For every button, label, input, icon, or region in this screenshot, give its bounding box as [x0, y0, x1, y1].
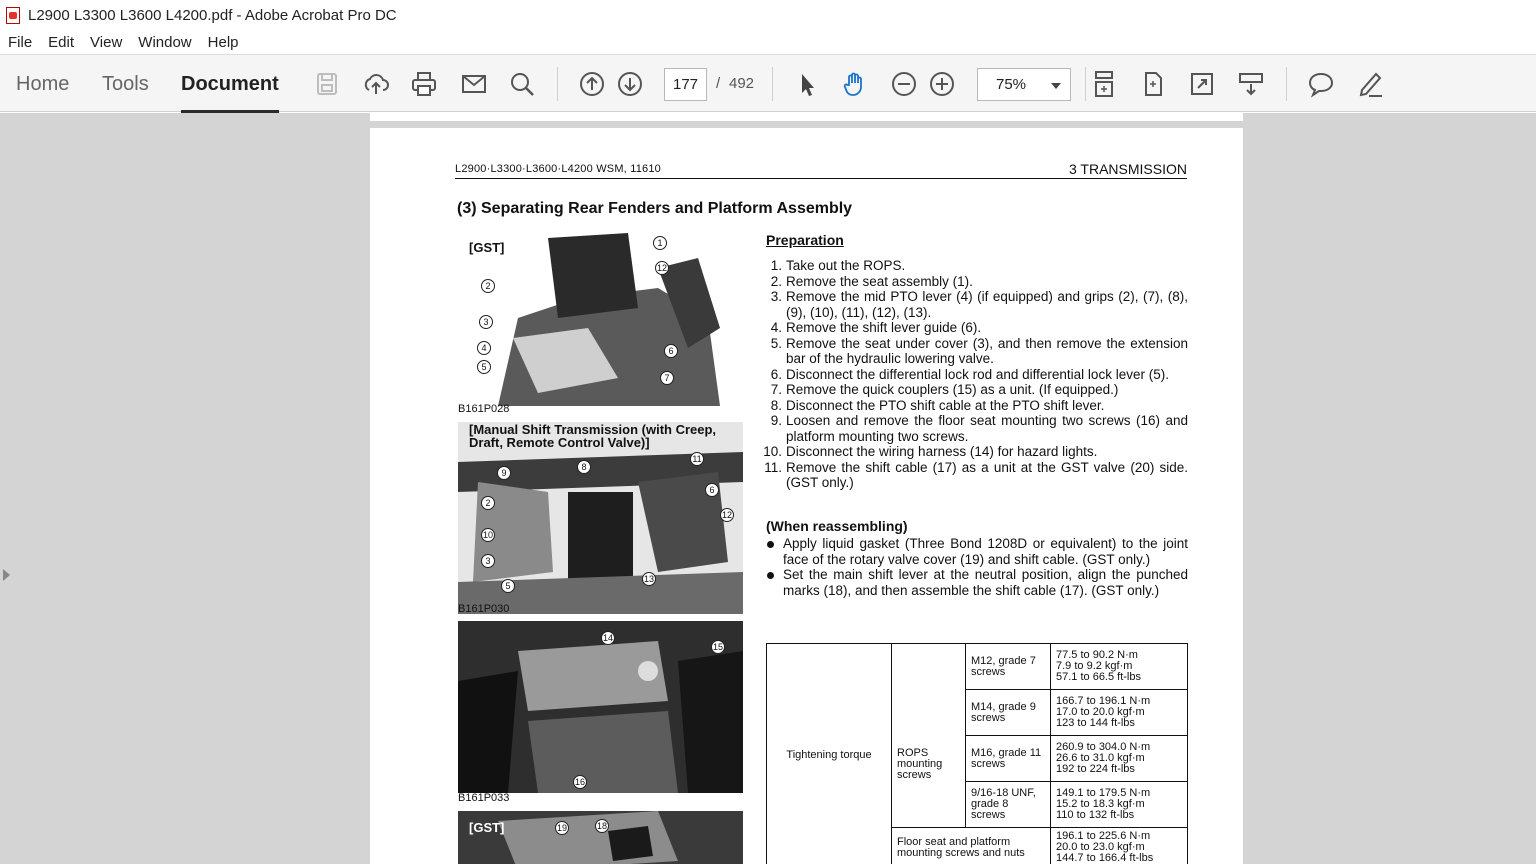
torque-values: 77.5 to 90.2 N·m 7.9 to 9.2 kgf·m 57.1 to 66.5 ft-lbs: [1051, 644, 1188, 690]
page-separator: /: [716, 75, 721, 92]
callout-marker: 11: [690, 452, 704, 466]
menu-view[interactable]: View: [90, 33, 123, 51]
callout-marker: 18: [596, 821, 607, 831]
section-title: (3) Separating Rear Fenders and Platform Assembly: [457, 200, 853, 217]
page-header-left: L2900·L3300·L3600·L4200 WSM, 11610: [455, 163, 661, 175]
zoom-select[interactable]: [977, 68, 1071, 101]
callout-marker: 12: [721, 510, 732, 520]
torque-spec: 9/16-18 UNF, grade 8 screws: [966, 782, 1051, 828]
figure-label: [Manual Shift Transmission (with Creep, Draft, Remote Control Valve)]: [469, 422, 717, 450]
figure-caption: B161P030: [458, 603, 510, 615]
page-header-right: 3 TRANSMISSION: [1069, 161, 1187, 177]
figure-caption: B161P028: [458, 403, 510, 415]
table-row: [767, 644, 1188, 690]
callout-marker: 13: [643, 574, 654, 584]
step-item: 4. Remove the shift lever guide (6).: [770, 320, 982, 335]
figure-label: [GST]: [469, 240, 505, 255]
page-total: 492: [729, 75, 755, 92]
toolbar-divider: [1085, 67, 1086, 101]
read-mode-icon[interactable]: [1234, 67, 1268, 101]
callout-marker: 6: [664, 344, 678, 358]
menu-file[interactable]: File: [8, 33, 33, 51]
menu-help[interactable]: Help: [207, 33, 239, 51]
torque-spec: Floor seat and platform mounting screws and nuts: [892, 828, 1051, 864]
tab-tools[interactable]: Tools: [102, 73, 149, 95]
tab-home[interactable]: Home: [16, 73, 70, 95]
callout-marker: 5: [501, 579, 515, 593]
torque-table: [766, 643, 1188, 864]
comment-icon[interactable]: [1304, 67, 1338, 101]
torque-spec: M16, grade 11 screws: [966, 736, 1051, 782]
tab-document[interactable]: Document: [181, 73, 279, 95]
callout-marker: 9: [497, 466, 511, 480]
step-item: 3. Remove the mid PTO lever (4) (if equipped) and grips (2), (7), (8), (9), (10), (11), (12), (13).: [770, 289, 1188, 320]
menu-window[interactable]: Window: [138, 33, 192, 51]
torque-label: Tightening torque: [767, 644, 892, 864]
reassembling-notes: [766, 536, 1188, 598]
torque-values: 260.9 to 304.0 N·m 26.6 to 31.0 kgf·m 192 to 224 ft-lbs: [1051, 736, 1188, 782]
step-item: 9. Loosen and remove the floor seat mounting two screws (16) and platform mounting two screws.: [770, 413, 1188, 444]
step-item: 10. Disconnect the wiring harness (14) for hazard lights.: [763, 444, 1098, 459]
callout-marker: 2: [481, 496, 495, 510]
title-bar: [0, 0, 1536, 30]
step-item: 11. Remove the shift cable (17) as a unit at the GST valve (20) side. (GST only.): [764, 459, 1188, 490]
preparation-steps: [760, 258, 1188, 491]
note-item: Set the main shift lever at the neutral position, align the punched marks (18), and then assemble the shift cable (17). (GST only.): [766, 567, 1188, 598]
pdf-file-icon: [6, 7, 20, 24]
step-item: 2. Remove the seat assembly (1).: [770, 273, 973, 289]
step-item: 8. Disconnect the PTO shift cable at the PTO shift lever.: [770, 397, 1105, 413]
print-icon[interactable]: [407, 67, 441, 101]
figure-photo: [458, 621, 743, 793]
callout-marker: 4: [477, 341, 491, 355]
torque-group: ROPS mounting screws: [892, 644, 966, 828]
upload-icon[interactable]: [359, 67, 393, 101]
step-item: 7. Remove the quick couplers (15) as a unit. (If equipped.): [770, 382, 1119, 397]
callout-marker: 16: [574, 777, 585, 787]
select-cursor-icon[interactable]: [790, 67, 824, 101]
pdf-page: [370, 128, 1243, 864]
menu-edit[interactable]: Edit: [48, 33, 75, 51]
email-icon[interactable]: [457, 67, 491, 101]
page-up-icon[interactable]: [575, 67, 609, 101]
expand-panel-icon[interactable]: [3, 569, 10, 581]
header-rule: [455, 178, 1187, 179]
full-screen-icon[interactable]: [1185, 67, 1219, 101]
window-title: L2900 L3300 L3600 L4200.pdf - Adobe Acrobat Pro DC: [28, 6, 397, 24]
callout-marker: 8: [577, 460, 591, 474]
torque-spec: M12, grade 7 screws: [966, 644, 1051, 690]
note-item: Apply liquid gasket (Three Bond 1208D or equivalent) to the joint face of the rotary valve cover (19) and shift cable. (GST only.): [766, 536, 1188, 567]
callout-marker: 19: [556, 823, 567, 833]
torque-values: 149.1 to 179.5 N·m 15.2 to 18.3 kgf·m 110 to 132 ft-lbs: [1051, 782, 1188, 828]
page-down-icon[interactable]: [613, 67, 647, 101]
step-item: 6. Disconnect the differential lock rod and differential lock lever (5).: [770, 366, 1169, 382]
reassembling-title: (When reassembling): [766, 518, 908, 534]
sign-icon[interactable]: [1353, 67, 1387, 101]
preparation-title: Preparation: [766, 232, 844, 248]
callout-marker: 3: [481, 554, 495, 568]
scroll-mode-icon[interactable]: [1087, 67, 1121, 101]
callout-marker: 10: [482, 530, 493, 540]
callout-marker: 6: [705, 483, 719, 497]
zoom-in-icon[interactable]: [925, 67, 959, 101]
document-workspace: [0, 113, 1536, 864]
figure-label: [GST]: [469, 820, 505, 835]
callout-marker: 3: [479, 315, 493, 329]
callout-marker: 2: [481, 279, 495, 293]
torque-values: 196.1 to 225.6 N·m 20.0 to 23.0 kgf·m 144.7 to 166.4 ft-lbs: [1051, 828, 1188, 864]
callout-marker: 7: [660, 371, 674, 385]
step-item: 5. Remove the seat under cover (3), and then remove the extension bar of the hydraulic lowering valve.: [770, 335, 1188, 366]
page-number-input[interactable]: 177: [664, 68, 707, 101]
zoom-value: 75%: [996, 76, 1027, 93]
callout-marker: 14: [602, 633, 613, 643]
previous-page-edge: [370, 113, 1243, 121]
main-toolbar: [0, 54, 1536, 112]
callout-marker: 1: [653, 236, 667, 250]
fit-page-icon[interactable]: [1136, 67, 1170, 101]
save-icon[interactable]: [310, 67, 344, 101]
menu-bar: [0, 30, 1536, 54]
callout-marker: 15: [712, 642, 723, 652]
zoom-out-icon[interactable]: [887, 67, 921, 101]
step-item: 1. Take out the ROPS.: [770, 258, 906, 273]
hand-icon[interactable]: [838, 67, 872, 101]
torque-values: 166.7 to 196.1 N·m 17.0 to 20.0 kgf·m 123 to 144 ft-lbs: [1051, 690, 1188, 736]
toolbar-divider: [1286, 67, 1287, 101]
callout-marker: 12: [656, 263, 667, 273]
torque-spec: M14, grade 9 screws: [966, 690, 1051, 736]
search-icon[interactable]: [505, 67, 539, 101]
callout-marker: 5: [477, 360, 491, 374]
toolbar-divider: [557, 67, 558, 101]
toolbar-divider: [772, 67, 773, 101]
chevron-down-icon: [1051, 83, 1061, 89]
figure-caption: B161P033: [458, 792, 510, 804]
